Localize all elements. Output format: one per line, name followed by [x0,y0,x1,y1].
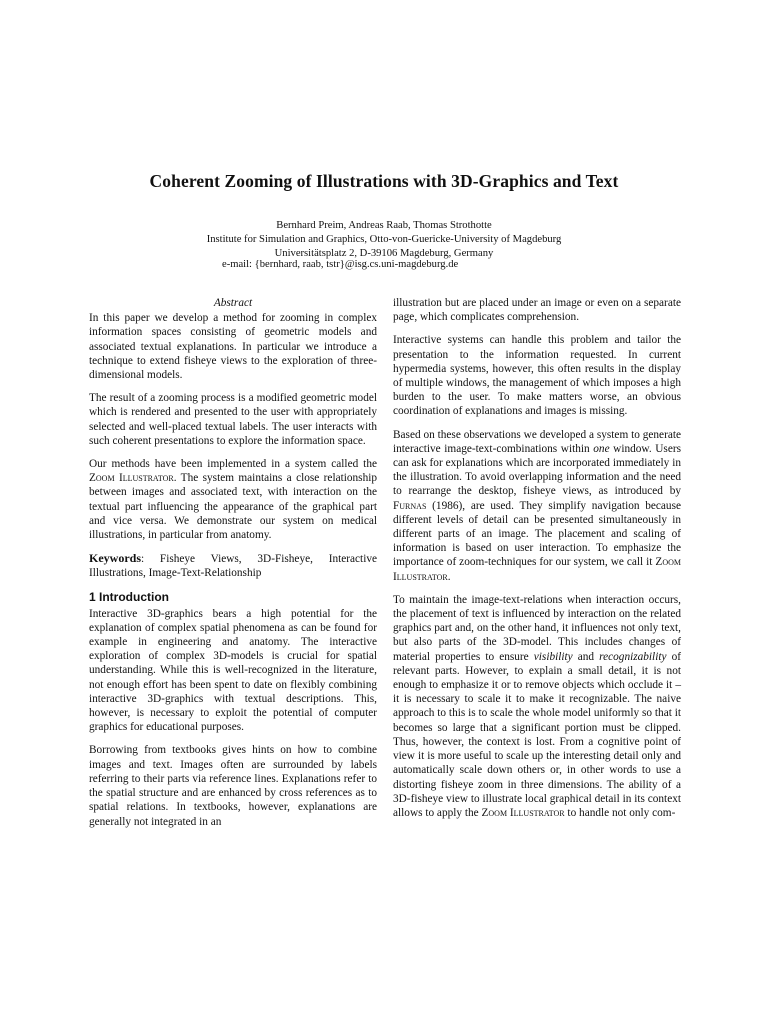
keywords-text: : Fisheye Views, 3D-Fisheye, Interactive Illustrations, Image-Text-Relationship [89,553,377,580]
abstract-p3-text-b: . The system maintains a close relationship between images and associated text, with interaction on the textual part influencing the appearance of the graphical part and vice versa. We demonstrate our system on medical illustrations, in particular from anatomy. [89,472,378,542]
system-name: Zoom Illustrator [393,556,681,583]
p5-text-a: Based on these observations we developed a system to generate interactive image-text-combinations within [393,428,681,455]
paper-title: Coherent Zooming of Illustrations with 3D-Graphics and Text [149,171,619,191]
author-block [0,219,768,261]
intro-paragraph-3: illustration but are placed under an image or even on a separate page, which complicates comprehension. [393,297,681,324]
abstract-p3-text-a: Our methods have been implemented in a system called the [89,458,377,471]
system-name: Zoom Illustrator [481,806,565,819]
author-email: e-mail: {bernhard, raab, tstr}@isg.cs.uni-magdeburg.de [222,259,459,270]
p6-text-a: To maintain the image-text-relations when interaction occurs, the placement of text is influenced by interaction on the related graphics part and, on the other hand, it influences not only text, but also parts of the 3D-model. This includes changes of material properties to ensure [393,593,681,663]
author-citation-furnas: Furnas [393,499,427,512]
intro-paragraph-5 [393,428,681,584]
p5-text-d: . [447,570,451,583]
abstract-paragraph-1: In this paper we develop a method for zooming in complex information spaces consisting of geometric models and associated textual explanations. In particular we introduce a technique to extend fisheye views to the exploration of three-dimensional models. [89,312,377,382]
p5-text-c: (1986), are used. They simplify navigation because different levels of detail can be presented simultaneously in different parts of an image. The placement and scaling of information is based on user interaction. To emphasize the importance of zoom-techniques for our system, we call it [393,499,681,569]
system-name: Zoom Illustrator [89,472,174,485]
abstract-paragraph-3 [89,457,377,542]
p6-text-c: of relevant parts. However, to explain a small detail, it is not enough to emphasize it or to remove objects which occlude it – it is necessary to scale it to make it recognizable. The naive approach to this is to scale the whole model uniformly so that it becomes so large that a significant portion must be clipped. Thus, however, the context is lost. From a cognitive point of view it is more useful to scale up the interesting detail only and automatically scale down others or, in other words to use a distorting fisheye zoom in three dimensions. The ability of a 3D-fisheye view to illustrate local graphical detail in its context allows to apply the [393,650,681,819]
section-heading-introduction: 1 Introduction [89,589,169,604]
intro-paragraph-2: Borrowing from textbooks gives hints on how to combine images and text. Images often are surrounded by labels referring to their parts via reference lines. Explanations refer to the spatial structure and are enhanced by cross references as to spatial relations. In textbooks, however, explanations are generally not integrated in an [89,744,377,828]
emphasis-one: one [593,442,610,455]
abstract-heading: Abstract [213,297,253,309]
left-column [89,296,377,838]
keywords-label: Keywords [89,551,141,566]
intro-paragraph-4: Interactive systems can handle this problem and tailor the presentation to the information requested. In current hypermedia systems, however, this often results in the display of multiple windows, the management of which imposes a high burden to the user. To make matters worse, an obvious coordination of explanations and images is missing. [393,334,681,418]
keywords [89,551,377,580]
author-affiliation: Institute for Simulation and Graphics, Otto-von-Guericke-University of Magdeburg [206,234,562,245]
right-column [393,296,681,829]
emphasis-visibility: visibility [533,650,573,663]
author-names: Bernhard Preim, Andreas Raab, Thomas Strothotte [276,220,492,231]
abstract-paragraph-2: The result of a zooming process is a modified geometric model which is rendered and presented to the user with appropriately selected and well-placed textual labels. The user interacts with such coherent presentations to explore the information space. [89,392,377,447]
intro-paragraph-6 [393,593,681,820]
author-address: Universitätsplatz 2, D-39106 Magdeburg, Germany [274,248,494,259]
intro-paragraph-1: Interactive 3D-graphics bears a high potential for the explanation of complex spatial phenomena as can be found for example in engineering and anatomy. The interactive exploration of complex 3D-models is crucial for spatial understanding. While this is well-recognized in the literature, not enough effort has been spent to date on flexibly combining interactive 3D-graphics with textual descriptions. This, however, is necessary to exploit the potential of computer graphics for educational purposes. [89,607,377,734]
p6-text-d: to handle not only com- [564,806,676,819]
emphasis-recognizability: recognizability [599,650,667,663]
p6-text-b: and [572,650,600,663]
p5-text-b: window. Users can ask for explanations which are incorporated immediately in the illustration. To avoid overlapping information and the need to rearrange the desktop, fisheye views, as introduced by [393,442,681,498]
